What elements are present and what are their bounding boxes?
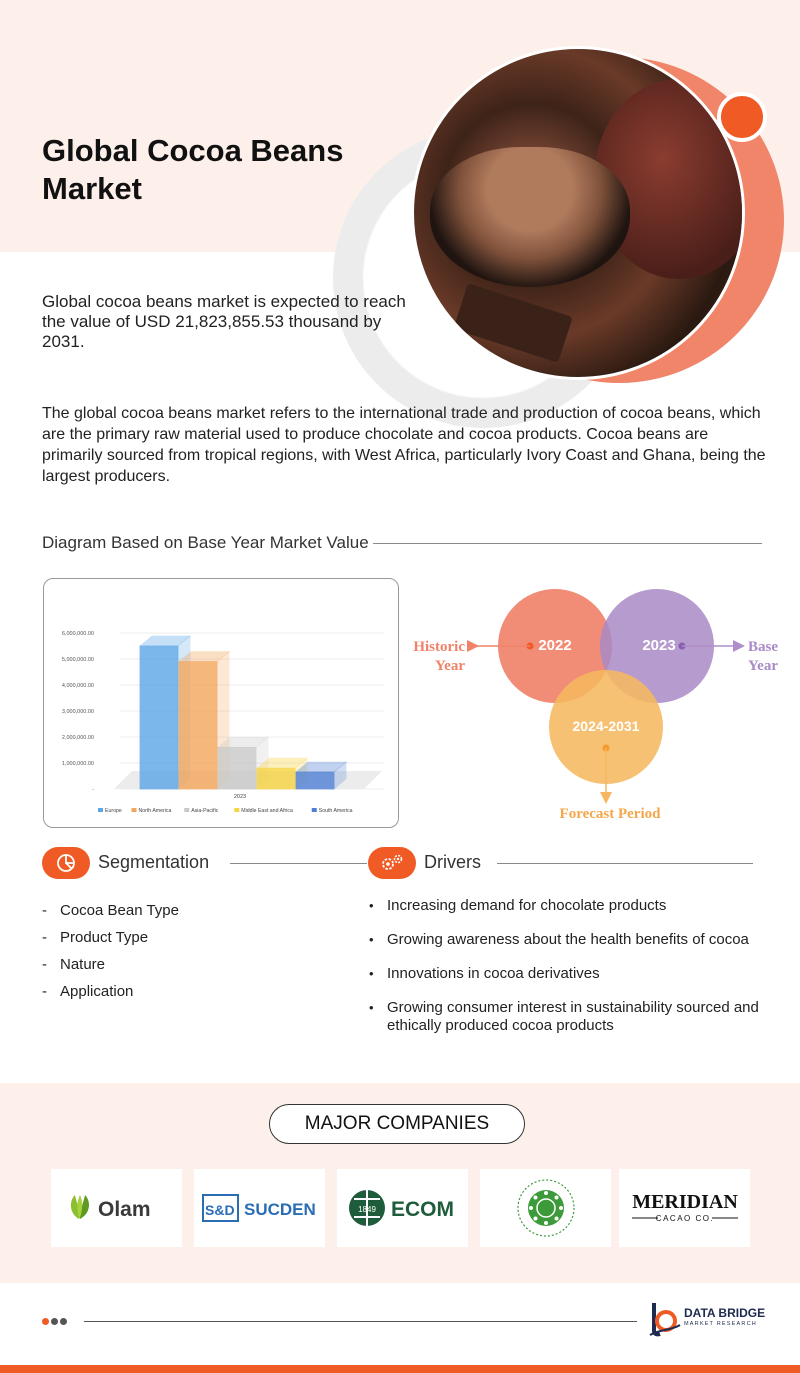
x-category-label: 2023 xyxy=(233,794,247,800)
bowl-of-beans-shape xyxy=(430,147,630,287)
legend-swatch xyxy=(132,808,137,812)
page-title: Global Cocoa Beans Market xyxy=(42,133,344,206)
segmentation-title: Segmentation xyxy=(98,852,210,872)
legend-label: Asia-Pacific xyxy=(191,808,219,814)
sucden-logo-card xyxy=(194,1169,325,1247)
list-item: - Cocoa Bean Type xyxy=(42,902,179,919)
bar-south-america xyxy=(296,772,334,789)
olam-logo-card xyxy=(51,1169,182,1247)
list-item: • Increasing demand for chocolate products xyxy=(368,897,778,915)
venn-svg xyxy=(405,578,800,828)
sucden-wordmark: SUCDEN xyxy=(243,1200,316,1219)
meridian-wordmark: MERIDIAN xyxy=(631,1191,738,1213)
list-item: - Nature xyxy=(42,956,106,973)
base-year-value: 2023 xyxy=(642,637,676,654)
cooperative-logo-card xyxy=(480,1169,611,1247)
pie-chart-icon xyxy=(42,847,90,879)
olam-wordmark: Olam xyxy=(97,1198,151,1221)
footer-dot xyxy=(51,1318,58,1325)
brand-subtitle: MARKET RESEARCH xyxy=(684,1321,757,1327)
historic-year-value: 2022 xyxy=(538,637,572,654)
market-description: The global cocoa beans market refers to the international trade and production of cocoa beans, which are the primary raw material used to produce chocolate and cocoa products. Cocoa beans are primarily sourced from tropical regions, with West Africa, particularly Ivory Coast and Ghana, being the largest producers. xyxy=(42,405,766,485)
y-tick-label: 6,000,000.00 xyxy=(61,631,94,637)
legend-swatch xyxy=(184,808,189,812)
decorative-orange-dot xyxy=(717,92,767,142)
ecom-logo-card xyxy=(337,1169,468,1247)
cocoa-beans-photo xyxy=(411,46,745,380)
forecast-label: Forecast Period xyxy=(559,806,661,822)
legend-label: North America xyxy=(138,808,172,814)
bar-chart-svg xyxy=(44,579,400,829)
bottom-accent-strip xyxy=(0,1365,800,1373)
legend-label: Europe xyxy=(105,808,122,814)
meridian-logo-card xyxy=(619,1169,750,1247)
ecom-wordmark: ECOM xyxy=(390,1198,454,1221)
bar-north-america xyxy=(179,662,217,789)
drivers-list xyxy=(368,897,778,1051)
legend-swatch xyxy=(312,808,317,812)
bar-middle-east-and-africa xyxy=(257,768,295,789)
legend-swatch xyxy=(98,808,103,812)
diagram-heading xyxy=(42,533,762,553)
segmentation-list xyxy=(42,897,342,1005)
list-item: • Growing awareness about the health benefits of cocoa xyxy=(368,931,778,949)
base-label-line1: Base xyxy=(748,639,778,655)
footer-dot xyxy=(60,1318,67,1325)
y-tick-label: 5,000,000.00 xyxy=(61,657,94,663)
data-bridge-brand xyxy=(648,1301,768,1337)
data-bridge-logo-icon xyxy=(648,1301,682,1337)
list-item: • Innovations in cocoa derivatives xyxy=(368,965,778,983)
footer-dot xyxy=(42,1318,49,1325)
drivers-header xyxy=(368,847,753,879)
list-item: - Product Type xyxy=(42,929,149,946)
y-tick-label: 3,000,000.00 xyxy=(61,709,94,715)
historic-label-line1: Historic xyxy=(413,639,465,655)
bar-asia-pacific xyxy=(218,747,256,789)
market-value-chart xyxy=(43,578,399,828)
list-item: • Growing consumer interest in sustainability sourced and ethically produced cocoa products xyxy=(368,999,778,1035)
y-tick-label: 4,000,000.00 xyxy=(61,683,94,689)
gears-icon xyxy=(368,847,416,879)
ecom-globe-icon xyxy=(347,1187,459,1229)
segmentation-header xyxy=(42,847,367,879)
footer-rule xyxy=(84,1321,637,1322)
meridian-sub: CACAO CO. xyxy=(655,1214,714,1223)
y-tick-label: 1,000,000.00 xyxy=(61,761,94,767)
historic-label-line2: Year xyxy=(435,658,465,674)
base-label-line2: Year xyxy=(748,658,778,674)
y-tick-label: - xyxy=(92,787,94,793)
green-seal-logo xyxy=(515,1177,577,1239)
segmentation-rule xyxy=(230,863,367,864)
timeline-venn-diagram xyxy=(405,578,800,828)
brand-name: DATA BRIDGE xyxy=(684,1306,766,1320)
diagram-heading-text: Diagram Based on Base Year Market Value xyxy=(42,533,369,552)
bar-europe xyxy=(140,646,178,789)
ecom-year: 1849 xyxy=(357,1205,376,1214)
list-item: - Application xyxy=(42,983,134,1000)
legend-label: Middle East and Africa xyxy=(241,808,293,814)
sucden-prefix: S&D xyxy=(204,1202,235,1218)
heading-rule xyxy=(373,543,762,544)
olam-leaf-icon xyxy=(67,1191,167,1225)
y-tick-label: 2,000,000.00 xyxy=(61,735,94,741)
market-value-lead: Global cocoa beans market is expected to reach the value of USD 21,823,855.53 thousand by 2031. xyxy=(42,292,406,351)
drivers-title: Drivers xyxy=(424,852,481,872)
legend-swatch xyxy=(234,808,239,812)
sucden-logo xyxy=(199,1191,321,1225)
major-companies-heading: MAJOR COMPANIES xyxy=(269,1104,525,1144)
forecast-period-value: 2024-2031 xyxy=(572,718,640,734)
drivers-rule xyxy=(497,863,753,864)
legend-label: South America xyxy=(318,808,353,814)
meridian-logo xyxy=(624,1188,746,1228)
